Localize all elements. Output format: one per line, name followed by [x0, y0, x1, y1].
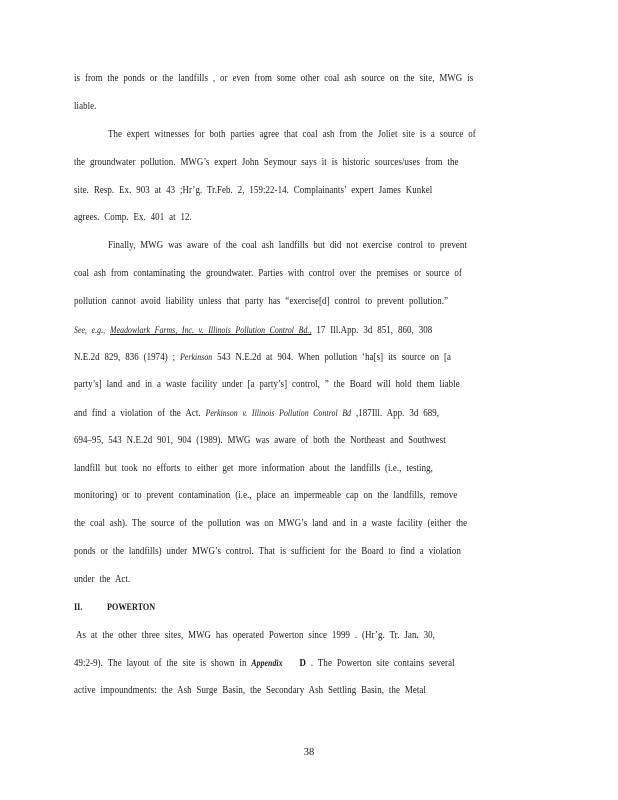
body-line: active impoundments: the Ash Surge Basin, the Secondary Ash Settling Basin, the Metal: [74, 685, 426, 696]
appendix-label: Appendix: [251, 658, 283, 668]
body-line: monitoring) or to prevent contamination (i.e., place an impermeable cap on the landfills, remove: [74, 490, 458, 501]
citation-line: [74, 350, 476, 365]
signal-see-eg: See, e.g.,: [74, 325, 106, 335]
citation-meadowlark-reporter: 17 Ill.App. 3d 851, 860, 308: [311, 325, 433, 336]
body-line: pollution cannot avoid liability unless that party has “exercise[d] control to prevent pollution.”: [74, 296, 449, 307]
body-line: coal ash from contaminating the groundwater. Parties with control over the premises or source of: [74, 268, 462, 279]
case-name-perkinson: Perkinson v. Illinois Pollution Control Bd: [205, 408, 352, 418]
body-segment: N.E.2d 829, 836 (1974) ;: [74, 352, 176, 363]
body-line: the coal ash). The source of the pollution was on MWG’s land and in a waste facility (either the: [74, 518, 468, 529]
body-line: Finally, MWG was aware of the coal ash landfills but did not exercise control to prevent: [108, 240, 467, 251]
body-line: is from the ponds or the landfills , or even from some other coal ash source on the site, MWG is: [74, 73, 474, 84]
body-line: As at the other three sites, MWG has operated Powerton since 1999 . (Hr’g. Tr. Jan. 30,: [76, 630, 435, 641]
citation-line: [74, 323, 476, 338]
section-number: II.: [74, 603, 83, 613]
body-line: 694–95, 543 N.E.2d 901, 904 (1989). MWG was aware of both the Northeast and Southwest: [74, 435, 446, 446]
body-line: site. Resp. Ex. 903 at 43 ;Hr’g. Tr.Feb. 2, 159:22-14. Complainants’ expert James Kunkel: [74, 185, 433, 196]
body-line: landfill but took no efforts to either get more information about the landfills (i.e., testing,: [74, 463, 433, 474]
body-segment: and find a violation of the Act.: [74, 408, 201, 419]
body-line: under the Act.: [74, 574, 131, 585]
body-line: [74, 656, 476, 671]
body-line: the groundwater pollution. MWG’s expert John Seymour says it is historic sources/uses from the: [74, 157, 459, 168]
body-segment: . The Powerton site contains several: [310, 658, 455, 669]
body-line: party’s] land and in a waste facility under [a party’s] control, ” the Board will hold them liable: [74, 379, 460, 390]
section-title: POWERTON: [106, 603, 156, 613]
section-heading: [74, 601, 476, 615]
body-line: The expert witnesses for both parties agree that coal ash from the Joliet site is a source of: [108, 129, 476, 140]
body-segment: 543 N.E.2d at 904. When pollution ‘ha[s] its source on [a: [217, 352, 452, 363]
page-number: 38: [303, 747, 315, 758]
body-line: liable.: [74, 101, 97, 112]
body-line: agrees. Comp. Ex. 401 at 12.: [74, 212, 192, 223]
citation-line: [74, 406, 476, 421]
case-name-perkinson-short: Perkinson: [180, 352, 213, 362]
appendix-letter: D: [299, 658, 307, 669]
body-segment: 49:2-9). The layout of the site is shown in: [74, 658, 247, 669]
case-name-meadowlark: Meadowlark Farms, Inc. v. Illinois Pollution Control Bd.,: [110, 325, 312, 335]
body-line: ponds or the landfills) under MWG’s control. That is sufficient for the Board to find a violation: [74, 546, 461, 557]
citation-perkinson-reporter: ,187Ill. App. 3d 689,: [351, 408, 440, 419]
